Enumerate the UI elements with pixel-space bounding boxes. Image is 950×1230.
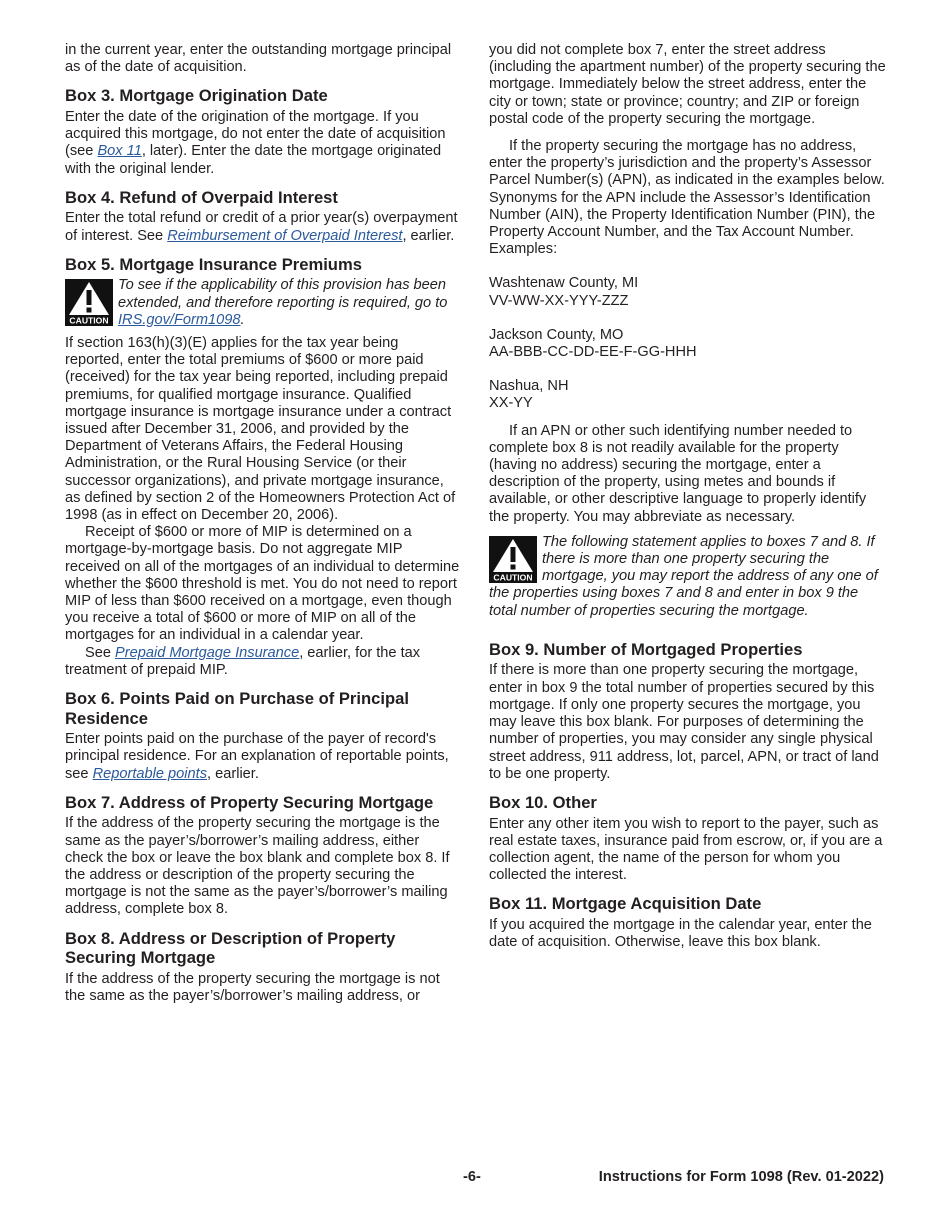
caution-label: CAUTION: [69, 315, 109, 326]
box11-paragraph: If you acquired the mortgage in the calendar year, enter the date of acquisition. Otherwise, leave this box blank.: [489, 916, 872, 951]
caution-note: CAUTION To see if the applicability of this provision has been extended, and therefore reporting is required, go to IRS.gov/Form1098.: [65, 277, 460, 329]
example-place-3: Nashua, NH: [489, 378, 569, 395]
example-place-1: Washtenaw County, MI: [489, 275, 639, 292]
example-code-1: VV-WW-XX-YYY-ZZZ: [489, 292, 629, 309]
caution-icon: [489, 536, 537, 583]
prepaid-mi-link[interactable]: Prepaid Mortgage Insurance: [115, 644, 300, 661]
box5-paragraph-3: See Prepaid Mortgage Insurance, earlier, for the tax treatment of prepaid MIP.: [65, 644, 421, 678]
box11-heading: Box 11. Mortgage Acquisition Date: [489, 894, 762, 914]
box8-heading: Box 8. Address or Description of Property Securing Mortgage: [65, 928, 396, 968]
box7-heading: Box 7. Address of Property Securing Mortgage: [65, 792, 434, 812]
box3-paragraph: Enter the date of the origination of the mortgage. If you acquired this mortgage, do not enter the date of acquisition (see Box 11, later). Enter the date the mortgage originated with the original lender.: [65, 109, 446, 177]
description-paragraph: If an APN or other such identifying number needed to complete box 8 is not readily available for the property (having no address) securing the mortgage, enter a description of the property, using metes and bounds if available, or other descriptive language to properly identify the property. You may abbreviate as necessary.: [489, 422, 867, 525]
intro-paragraph: in the current year, enter the outstanding mortgage principal as of the date of acquisition.: [65, 42, 452, 76]
box5-paragraph-2: Receipt of $600 or more of MIP is determined on a mortgage-by-mortgage basis. Do not aggregate MIP received on all of the mortgages of an individual to determine whether the $600 threshold is met. You do not need to report MIP of less than $600 received on a mortgage, even though you receive a total of $600 or more of MIP on all of the mortgages for an individual in a calendar year.: [65, 524, 460, 644]
caution-note-2: [489, 534, 887, 620]
box8-paragraph: If the address of the property securing the mortgage is not the same as the payer’s/borrower’s mailing address, or: [65, 970, 440, 1005]
box10-paragraph: Enter any other item you wish to report to the payer, such as real estate taxes, insurance paid from escrow, or, if you are a collection agent, the name of the person for whom you collected the interest.: [489, 815, 883, 884]
caution-icon: [65, 279, 113, 326]
box9-heading: Box 9. Number of Mortgaged Properties: [489, 639, 803, 659]
right-column: [489, 42, 887, 951]
left-column: [65, 42, 460, 1005]
caution-text: The following statement applies to boxes 7 and 8. If there is more than one property securing the mortgage, you may report the address of any one of the properties using boxes 7 and 8 and enter in box 9 the total number of properties securing the mortgage.: [489, 533, 878, 619]
box6-heading: Box 6. Points Paid on Purchase of Principal Residence: [65, 689, 409, 728]
box3-heading: Box 3. Mortgage Origination Date: [65, 86, 328, 106]
box6-paragraph: Enter points paid on the purchase of the payer of record's principal residence. For an explanation of reportable points, see Reportable points, earlier.: [65, 731, 449, 782]
box10-heading: Box 10. Other: [489, 792, 597, 812]
box5-paragraph-1: If section 163(h)(3)(E) applies for the tax year being reported, enter the total premiums of $600 or more paid (received) for the tax year being reported, including prepaid premiums, for qualified mortgage insurance. Qualified mortgage insurance is mortgage insurance under a contract issued after December 31, 2006, and provided by the Department of Veterans Affairs, the Federal Housing Administration, or the Rural Housing Service (or their successor organizations), and private mortgage insurance, as defined by section 2 of the Homeowners Protection Act of 1998 (as in effect on December 20, 2006).: [65, 335, 456, 524]
box5-heading: Box 5. Mortgage Insurance Premiums: [65, 254, 362, 274]
footer-title: Instructions for Form 1098 (Rev. 01-2022): [598, 1169, 884, 1185]
apn-paragraph: If the property securing the mortgage has no address, enter the property’s jurisdiction and the property’s Assessor Parcel Number(s) (APN), as indicated in the examples below. Synonyms for the APN include the Assessor’s Identification Number (AIN), the Property Identification Number (PIN), the Property Account Number, and the Tax Account Number. Examples:: [489, 138, 885, 258]
box4-paragraph: Enter the total refund or credit of a prior year(s) overpayment of interest. See Reimbursement of Overpaid Interest, earlier.: [65, 210, 458, 244]
example-code-3: XX-YY: [489, 395, 533, 412]
box4-heading: Box 4. Refund of Overpaid Interest: [65, 187, 338, 207]
caution-label-2: CAUTION: [493, 572, 533, 583]
example-place-2: Jackson County, MO: [489, 326, 624, 343]
reportable-points-link[interactable]: Reportable points: [92, 765, 207, 782]
box8-continued-paragraph: you did not complete box 7, enter the street address (including the apartment number) of the property securing the mortgage. Immediately below the street address, enter the city or town; state or province; country; and ZIP or foreign postal code of the property securing the mortgage.: [489, 42, 886, 127]
box7-paragraph: If the address of the property securing the mortgage is the same as the payer’s/borrower’s mailing address, either check the box or leave the box blank and complete box 8. If the address or description of the property securing the mortgage is not the same as the payer’s/borrower’s mailing address, complete box 8.: [65, 815, 450, 918]
box9-paragraph: If there is more than one property securing the mortgage, enter in box 9 the total number of properties secured by this mortgage. If only one property secures the mortgage, you may leave this box blank. For purposes of determining the number of properties, you may consider any single physical street address, 911 address, lot, parcel, APN, or tract of land to be one property.: [489, 662, 879, 782]
box11-link[interactable]: Box 11: [97, 143, 142, 160]
reimbursement-link[interactable]: Reimbursement of Overpaid Interest: [167, 227, 403, 244]
irs-form1098-link[interactable]: IRS.gov/Form1098: [118, 311, 241, 328]
page-number: -6-: [463, 1169, 481, 1185]
example-code-2: AA-BBB-CC-DD-EE-F-GG-HHH: [489, 344, 697, 361]
